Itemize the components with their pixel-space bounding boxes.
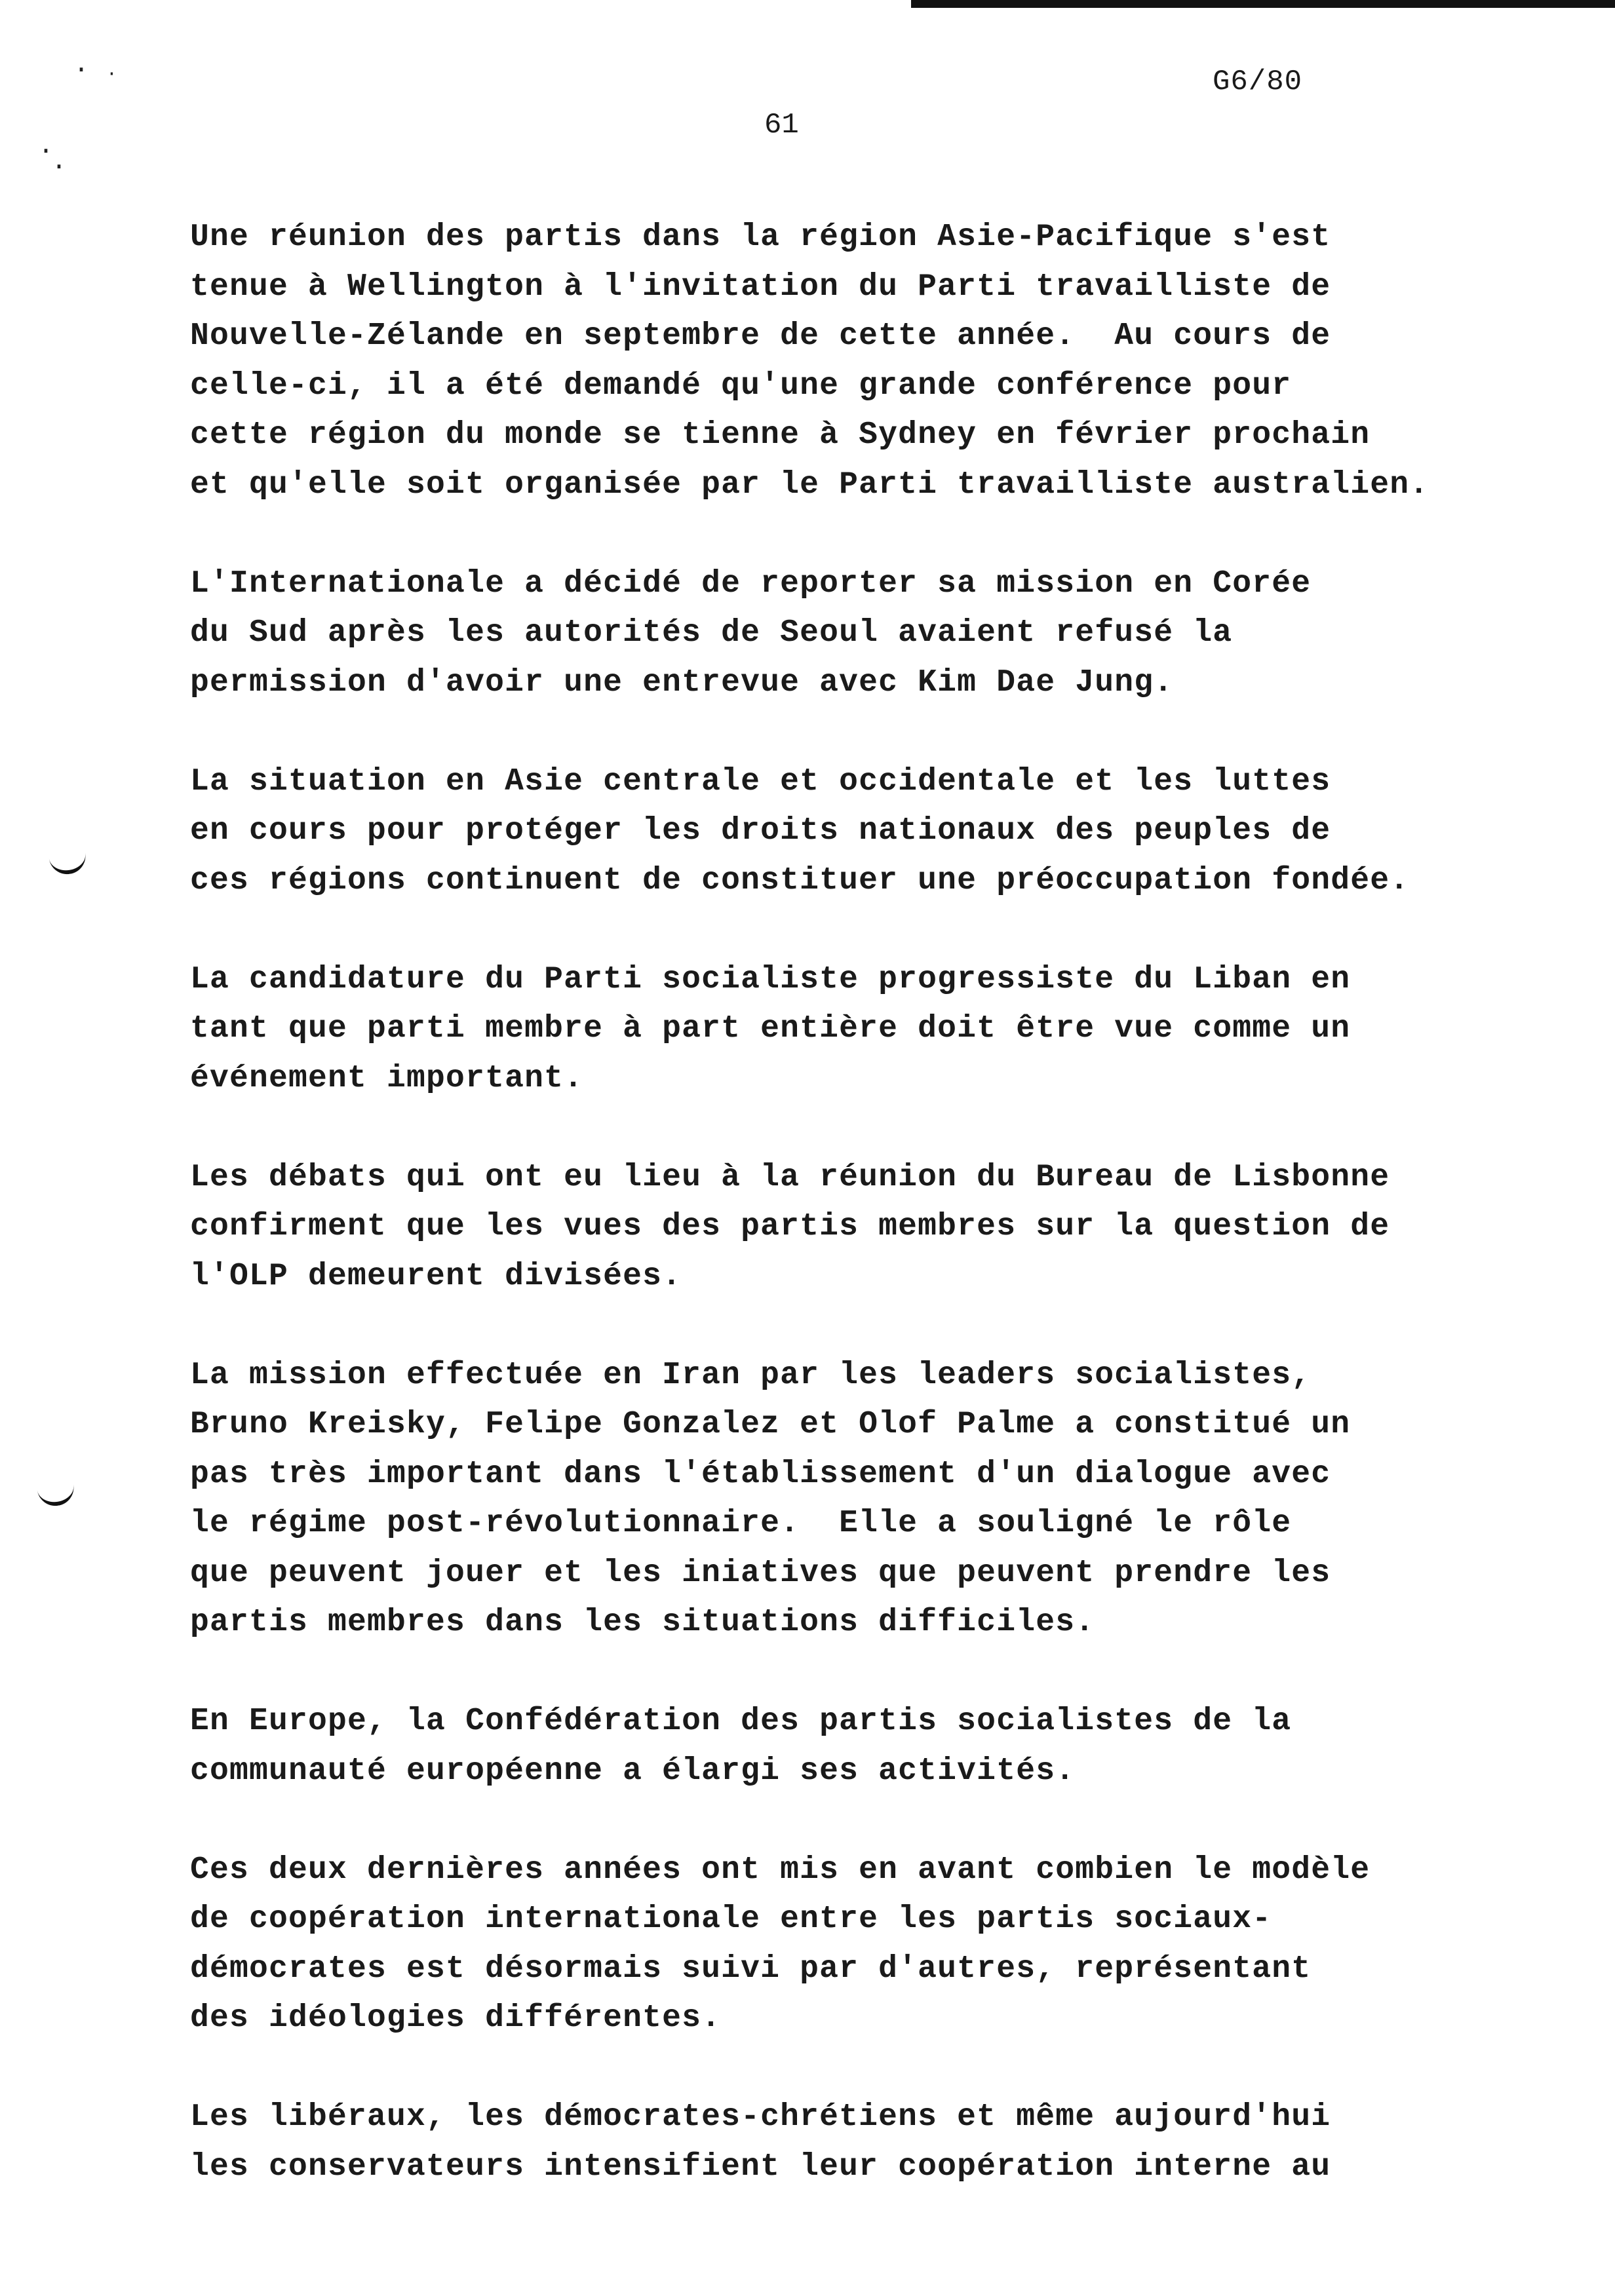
scan-speck: · xyxy=(38,137,54,166)
text-line: événement important. xyxy=(190,1060,584,1096)
margin-mark xyxy=(49,849,88,876)
text-line: cette région du monde se tienne à Sydney en février prochain xyxy=(190,417,1371,453)
text-line: permission d'avoir une entrevue avec Kim Dae Jung. xyxy=(190,664,1174,700)
text-line: du Sud après les autorités de Seoul avaient refusé la xyxy=(190,615,1233,651)
text-line: et qu'elle soit organisée par le Parti travailliste australien. xyxy=(190,467,1430,503)
document-reference: G6/80 xyxy=(1213,66,1303,98)
text-line: Ces deux dernières années ont mis en avant combien le modèle xyxy=(190,1852,1371,1888)
text-line: L'Internationale a décidé de reporter sa mission en Corée xyxy=(190,565,1312,602)
text-line: des idéologies différentes. xyxy=(190,2000,722,2036)
text-line: en cours pour protéger les droits nationaux des peuples de xyxy=(190,813,1331,849)
top-rule xyxy=(911,0,1615,8)
text-line: Une réunion des partis dans la région Asie-Pacifique s'est xyxy=(190,220,1331,255)
text-line: le régime post-révolutionnaire. Elle a souligné le rôle xyxy=(190,1506,1292,1541)
text-line: Nouvelle-Zélande en septembre de cette année. Au cours de xyxy=(190,318,1331,354)
text-line: Les libéraux, les démocrates-chrétiens et même aujourd'hui xyxy=(190,2099,1331,2135)
paragraph xyxy=(190,1697,1501,1796)
text-line: pas très important dans l'établissement d'un dialogue avec xyxy=(190,1456,1331,1492)
text-line: communauté européenne a élargi ses activités. xyxy=(190,1753,1076,1789)
paragraph xyxy=(190,213,1501,510)
text-line: ces régions continuent de constituer une préoccupation fondée. xyxy=(190,862,1410,898)
text-line: que peuvent jouer et les iniatives que peuvent prendre les xyxy=(190,1555,1331,1591)
text-line: l'OLP demeurent divisées. xyxy=(190,1258,682,1294)
text-line: partis membres dans les situations difficiles. xyxy=(190,1605,1095,1640)
paragraph xyxy=(190,1351,1501,1648)
text-line: La mission effectuée en Iran par les leaders socialistes, xyxy=(190,1357,1312,1393)
text-line: tenue à Wellington à l'invitation du Parti travailliste de xyxy=(190,269,1331,305)
text-line: La candidature du Parti socialiste progressiste du Liban en xyxy=(190,961,1351,997)
text-line: de coopération internationale entre les partis sociaux- xyxy=(190,1902,1272,1937)
scan-speck: · xyxy=(73,56,90,85)
paragraph xyxy=(190,2093,1501,2192)
paragraph xyxy=(190,560,1501,708)
text-line: les conservateurs intensifient leur coopération interne au xyxy=(190,2149,1331,2185)
text-line: démocrates est désormais suivi par d'autres, représentant xyxy=(190,1951,1312,1987)
scan-speck: · xyxy=(51,153,68,182)
text-line: Bruno Kreisky, Felipe Gonzalez et Olof Palme a constitué un xyxy=(190,1407,1351,1442)
text-line: En Europe, la Confédération des partis socialistes de la xyxy=(190,1704,1292,1739)
paragraph xyxy=(190,757,1501,906)
paragraph xyxy=(190,955,1501,1104)
text-line: La situation en Asie centrale et occidentale et les luttes xyxy=(190,763,1331,799)
scan-speck: · xyxy=(106,64,117,85)
text-line: celle-ci, il a été demandé qu'une grande conférence pour xyxy=(190,368,1292,404)
text-line: confirment que les vues des partis membres sur la question de xyxy=(190,1209,1390,1244)
margin-mark xyxy=(37,1481,76,1508)
body-text xyxy=(190,213,1501,2242)
paragraph xyxy=(190,1846,1501,2044)
page-number: 61 xyxy=(764,109,799,142)
text-line: tant que parti membre à part entière doit être vue comme un xyxy=(190,1011,1351,1046)
paragraph xyxy=(190,1153,1501,1302)
text-line: Les débats qui ont eu lieu à la réunion du Bureau de Lisbonne xyxy=(190,1159,1390,1195)
